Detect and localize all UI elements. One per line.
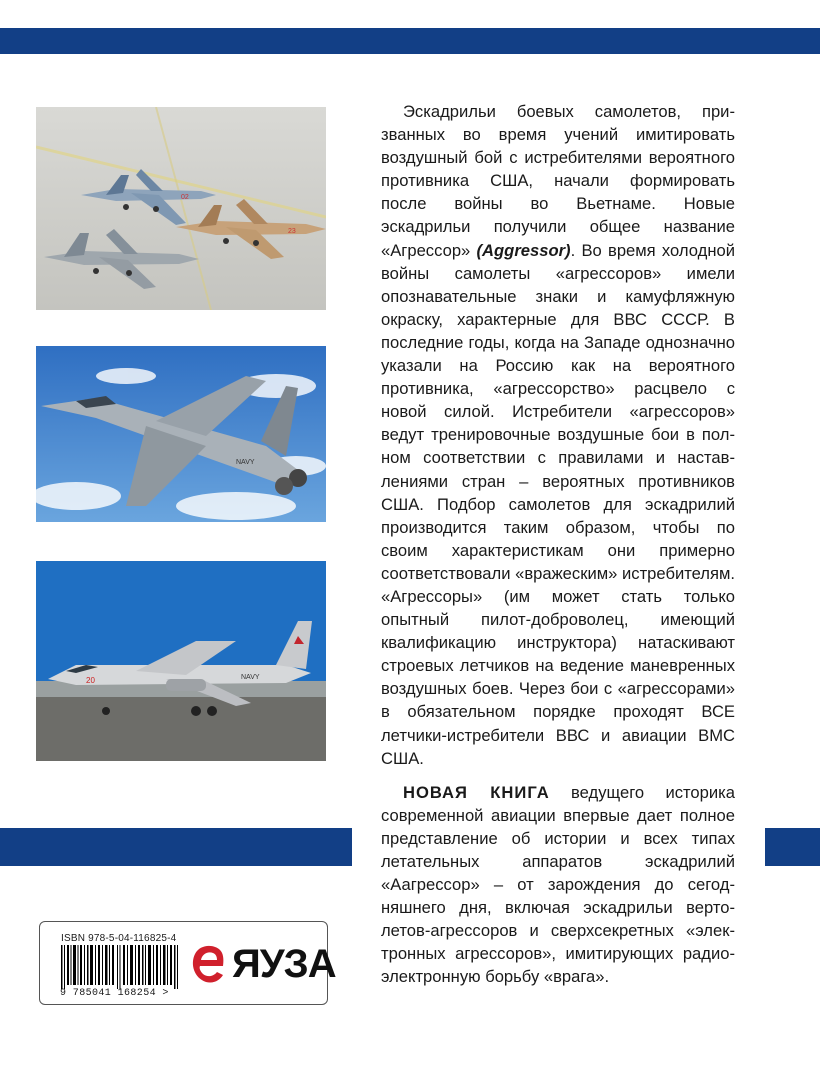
p1-emphasis: (Aggressor) (476, 240, 571, 260)
p1-part2: . Во время холодной войны самолеты «агрессоров» имели опознавательные знаки и камуфляжную окраску, характерные для ВВС СССР. В последние годы, когда на Западе однозначно указали на Россию как на вероятного противника, «агрессорство» расцвело с новой силой. Истребители «агрессоров» ведут тренировочные воздушные бои в полном соответствии с правилами и наставлениями стран – вероятных противников США. Подбор самолетов для эскадрилий производится таким образом, чтобы по своим характеристикам они примерно соответствовали «вражеским» истребителям. «Агрессоры» (им может стать только опытный пилот-доброволец, имеющий квалификацию инструктора) натаскивают строевых летчиков на ведение маневренных воздушных боев. Через бои с «агрессорами» в обязательном порядке проходят ВСЕ летчики-истребители ВВС и авиации ВМС США. (381, 240, 735, 768)
p2-rest: ведущего историка современной авиации впервые дает полное представление об истории и всех типах летательных аппаратов эскадрилий «Аагрессор» – от зарождения до сегодняшнего дня, включая эскадрильи вертолетов-агрессоров и сверхсекретных «электронных агрессоров», имитирующих радиоэлектронную борьбу «врага». (381, 782, 735, 987)
blurb-paragraph-1 (381, 100, 735, 770)
marking-02: 02 (181, 194, 189, 201)
marking-navy-f18: NAVY (236, 459, 255, 466)
marking-23: 23 (288, 228, 296, 235)
mid-accent-band-right (765, 828, 820, 866)
mid-accent-band-left (0, 828, 352, 866)
aggressor-a3-photo (36, 561, 326, 761)
aggressor-f18-photo (36, 346, 326, 522)
isbn-label: ISBN 978-5-04-116825-4 (61, 933, 177, 944)
eksmo-logo-icon (190, 942, 226, 986)
aggressor-f5-jets-photo (36, 107, 326, 310)
top-accent-band (0, 28, 820, 54)
barcode-digits: 9 785041 168254 > (60, 988, 169, 999)
barcode-bars (61, 945, 179, 989)
marking-navy-a3: NAVY (241, 674, 260, 681)
marking-20: 20 (86, 676, 95, 685)
p2-lead: НОВАЯ КНИГА (403, 782, 550, 802)
p1-part1: Эскадрильи боевых самолетов, призванных во время учений имитировать воздушный бой с истребителями вероятного противника США, начали формировать после войны во Вьетнаме. Новые эскадрильи получили общее название «Агрессор» (381, 102, 735, 260)
blurb-text (381, 100, 735, 989)
blurb-paragraph-2 (381, 781, 735, 989)
barcode-panel (39, 921, 336, 1005)
yauza-logo-text: ЯУЗА (232, 942, 336, 986)
